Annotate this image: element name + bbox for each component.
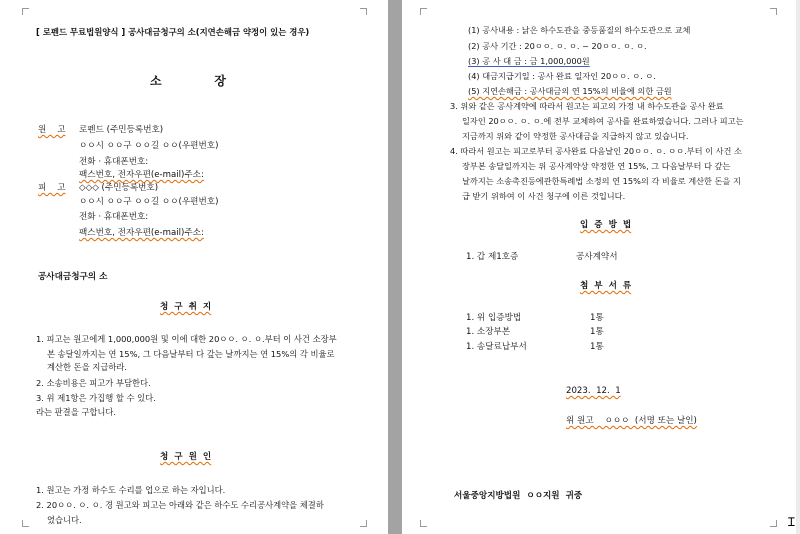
defendant-address: ㅇㅇ시 ㅇㅇ구 ㅇㅇ길 ㅇㅇ(우편번호): [79, 197, 219, 207]
claim-purpose-line: 2. 소송비용은 피고가 부담한다.: [36, 378, 151, 388]
paragraph-3-line: 지금까지 위와 같이 약정한 공사대금을 지급하지 않고 있습니다.: [462, 131, 689, 141]
paragraph-4-line: 4. 따라서 원고는 피고로부터 공사완료 다음날인 20ㅇㅇ. ㅇ. ㅇㅇ.부터 이 사건 소: [450, 146, 742, 156]
page-corner-mark: [360, 520, 367, 527]
page-corner-mark: [360, 8, 367, 15]
plaintiff-fax: 팩스번호, 전자우편(e-mail)주소:: [79, 170, 204, 180]
paragraph-4-line: 장부본 송달일까지는 위 공사계약상 약정한 연 15%, 그 다음날부터 다 갚는: [462, 161, 731, 171]
case-name: 공사대금청구의 소: [38, 272, 108, 282]
defendant-name: ◇◇◇ (주민등록번호): [79, 183, 159, 193]
page-gutter: [388, 0, 402, 534]
contract-item: (2) 공사 기간 : 20ㅇㅇ. ㅇ. ㅇ. ~ 20ㅇㅇ. ㅇ. ㅇ.: [468, 41, 647, 51]
attachment-count: 1통: [590, 342, 604, 352]
claim-purpose-line: 3. 위 제1항은 가집행 할 수 있다.: [36, 393, 156, 403]
attachment-count: 1통: [590, 313, 604, 323]
page-corner-mark: [420, 520, 427, 527]
claim-cause-heading: 청 구 원 인: [160, 452, 212, 462]
attachment-item: 1. 위 입증방법: [466, 313, 522, 323]
plaintiff-address: ㅇㅇ시 ㅇㅇ구 ㅇㅇ길 ㅇㅇ(우편번호): [79, 141, 219, 151]
signature-line: 위 원고 ㅇㅇㅇ (서명 또는 날인): [566, 416, 697, 426]
plaintiff-phone: 전화 · 휴대폰번호:: [79, 157, 149, 167]
contract-item: (1) 공사내용 : 낡은 하수도관을 중등품질의 하수도관으로 교체: [468, 25, 691, 35]
claim-purpose-line: 1. 피고는 원고에게 1,000,000원 및 이에 대한 20ㅇㅇ. ㅇ. ㅇ.부터 이 사건 소장부: [36, 334, 337, 344]
claim-cause-line: 1. 원고는 가정 하수도 수리를 업으로 하는 자입니다.: [36, 485, 226, 495]
claim-purpose-line: 라는 판결을 구합니다.: [36, 407, 117, 417]
paragraph-3-line: 3. 위와 같은 공사계약에 따라서 원고는 피고의 가정 내 하수도관을 공사 완료: [450, 101, 724, 111]
claim-purpose-heading: 청 구 취 지: [160, 302, 212, 312]
claim-cause-line: 2. 20ㅇㅇ. ㅇ. ㅇ. 경 원고와 피고는 아래와 같은 하수도 수리공사계약을 체결하: [36, 500, 324, 510]
document-page-right[interactable]: [402, 0, 796, 534]
page-corner-mark: [22, 8, 29, 15]
vertical-scrollbar[interactable]: [796, 0, 800, 534]
document-page-left[interactable]: [0, 0, 388, 534]
claim-purpose-line: 계산한 돈을 지급하라.: [47, 362, 128, 372]
attachments-heading: 첨 부 서 류: [580, 281, 632, 291]
page-corner-mark: [22, 520, 29, 527]
evidence-item: 1. 갑 제1호증: [466, 252, 519, 262]
document-title: 소 장: [150, 74, 227, 88]
attachment-item: 1. 송달료납부서: [466, 342, 527, 352]
attachment-item: 1. 소장부본: [466, 327, 511, 337]
contract-item: (4) 대금지급기일 : 공사 완료 일자인 20ㅇㅇ. ㅇ. ㅇ.: [468, 71, 656, 81]
claim-purpose-line: 본 송달일까지는 연 15%, 그 다음날부터 다 갚는 날까지는 연 15%의 각 비율로: [47, 349, 335, 359]
contract-item: (5) 지연손해금 : 공사대금의 연 15%의 비율에 의한 금원: [468, 86, 672, 96]
paragraph-4-line: 날까지는 소송촉진등에관한특례법 소정의 연 15%의 각 비율로 계산한 돈을 지: [462, 176, 741, 186]
defendant-fax: 팩스번호, 전자우편(e-mail)주소:: [79, 228, 204, 238]
document-header: [ 로펜드 무료법원양식 ] 공사대금청구의 소(지연손해금 약정이 있는 경우): [36, 27, 310, 37]
court-name: 서울중앙지방법원 ㅇㅇ지원 귀중: [454, 491, 583, 501]
evidence-heading: 입 증 방 법: [580, 220, 632, 230]
plaintiff-name: 로펜드 (주민등록번호): [79, 125, 164, 135]
page-corner-mark: [770, 520, 777, 527]
page-corner-mark: [420, 8, 427, 15]
plaintiff-label: 원 고: [38, 125, 66, 135]
claim-cause-line: 였습니다.: [47, 515, 82, 525]
paragraph-4-line: 급 받기 위하여 이 사건 청구에 이른 것입니다.: [462, 191, 626, 201]
text-cursor-icon: Ɪ: [788, 515, 795, 529]
contract-item: (3) 공 사 대 금 : 금 1,000,000원: [468, 56, 590, 66]
attachment-count: 1통: [590, 327, 604, 337]
filing-date: 2023. 12. 1: [566, 386, 621, 396]
defendant-label: 피 고: [38, 183, 66, 193]
evidence-description: 공사계약서: [576, 252, 618, 262]
defendant-phone: 전화 · 휴대폰번호:: [79, 212, 149, 222]
page-corner-mark: [770, 8, 777, 15]
paragraph-3-line: 일자인 20ㅇㅇ. ㅇ. ㅇ.에 전부 교체하여 공사를 완료하였습니다. 그러나 피고는: [462, 116, 744, 126]
